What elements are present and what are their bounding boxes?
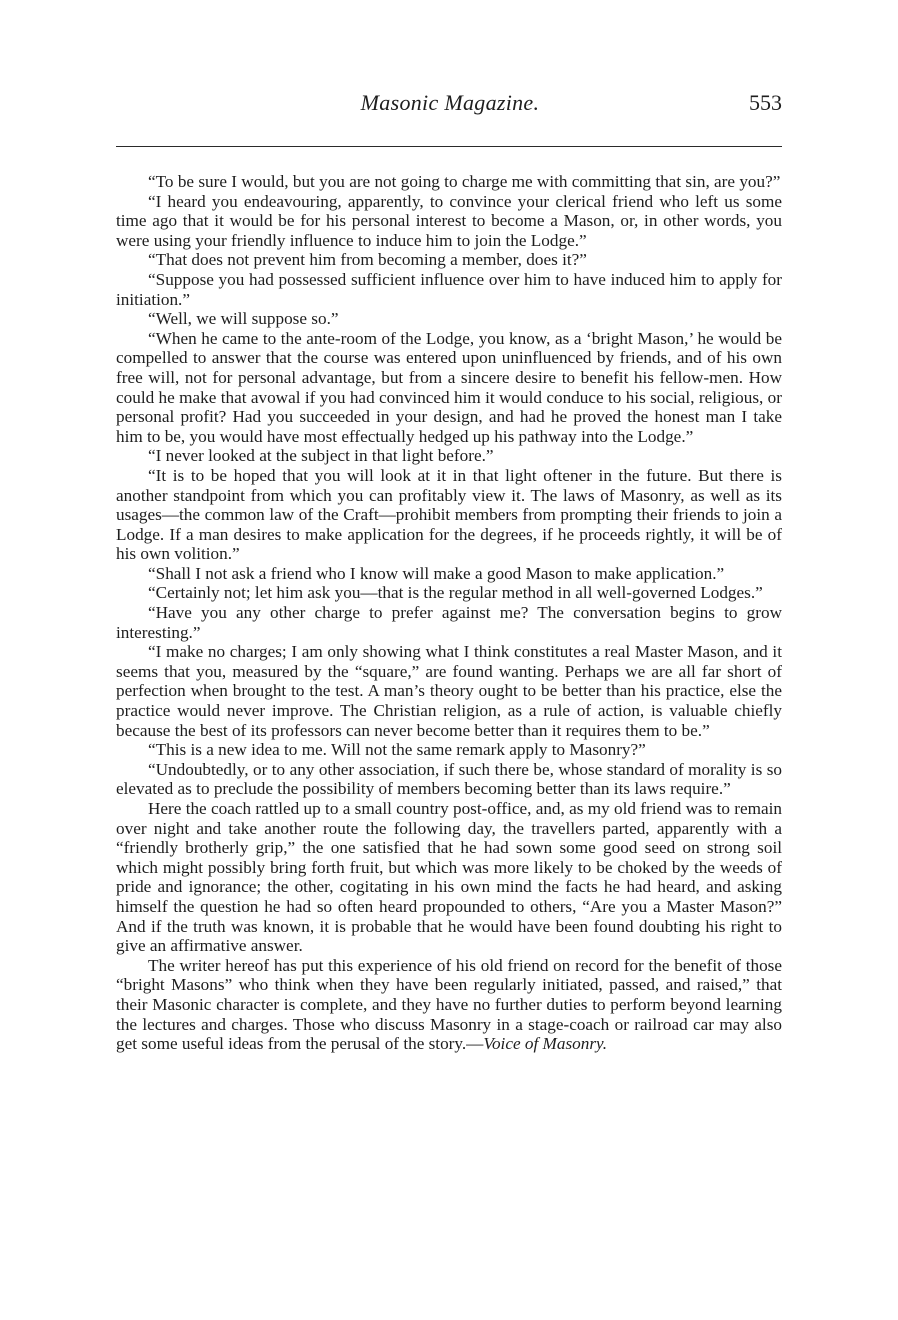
paragraph: “That does not prevent him from becoming a member, does it?” [148,250,587,270]
source-credit: Voice of Masonry. [483,1034,608,1054]
paragraph: “Shall I not ask a friend who I know will make a good Mason to make application.” [148,563,725,583]
paragraph: “This is a new idea to me. Will not the same remark apply to Masonry?” [148,740,646,760]
paragraph: Here the coach rattled up to a small country post-office, and, as my old friend was to remain over night and take another route the following day, the travellers parted, apparently with a “friendly brotherly grip,” the one satisfied that he had sown some good seed on strong soil which might possibly bring forth fruit, but which was more likely to be choked by the weeds of pride and ignorance; the other, cogitating in his own mind the facts he had heard, and asking himself the question he had so often heard propounded to others, “Are you a Master Mason?” And if the truth was known, it is probable that he would have been found doubting his right to give an affirmative answer. [116,799,782,956]
paragraph: “Undoubtedly, or to any other association, if such there be, whose standard of morality is so elevated as to preclude the possibility of members becoming better than its laws require.” [116,759,782,799]
paragraph: “I never looked at the subject in that light before.” [148,446,494,466]
paragraph: “I make no charges; I am only showing what I think constitutes a real Master Mason, and it seems that you, measured by the “square,” are found wanting. Perhaps we are all far short of perfection when brought to the test. A man’s theory ought to be better than his practice, else the practice would never improve. The Christian religion, as a rule of action, is valuable chiefly because the best of its professors can never become better than it requires them to be.” [116,642,782,740]
header-rule [116,146,782,147]
paragraph: “Have you any other charge to prefer against me? The conversation begins to grow interesting.” [116,603,782,642]
final-paragraph [116,956,782,1054]
paragraph: “Well, we will suppose so.” [148,309,339,329]
page-number: 553 [749,90,782,115]
paragraph: “When he came to the ante-room of the Lodge, you know, as a ‘bright Mason,’ he would be compelled to answer that the course was entered upon uninfluenced by friends, and of his own free will, not for personal advantage, but from a sincere desire to benefit his fellow-men. How could he make that avowal if you had convinced him it would conduce to his social, religious, or personal profit? Had you succeeded in your design, and had he proved the honest man I take him to be, you would have most effectually hedged up his pathway into the Lodge.” [116,328,782,446]
paragraph: “It is to be hoped that you will look at it in that light oftener in the future. But there is another standpoint from which you can profitably view it. The laws of Masonry, as well as its usages—the common law of the Craft—prohibit members from prompting their friends to join a Lodge. If a man desires to make application for the degrees, if he proceeds rightly, it will be of his own volition.” [116,465,782,564]
paragraph: “Certainly not; let him ask you—that is the regular method in all well-governed Lodges.” [148,583,763,603]
article-body [116,172,782,1054]
paragraph: “To be sure I would, but you are not going to charge me with committing that sin, are you?” [148,172,781,191]
paragraph: “Suppose you had possessed sufficient influence over him to have induced him to apply for initiation.” [116,269,782,309]
paragraph: “I heard you endeavouring, apparently, to convince your clerical friend who left us some time ago that it would be for his personal interest to become a Mason, or, in other words, you were using your friendly influence to induce him to join the Lodge.” [116,191,782,250]
journal-title: Masonic Magazine. [360,90,540,115]
running-head [116,86,784,126]
paragraph-text: The writer hereof has put this experience of his old friend on record for the benefit of those “bright Masons” who think when they have been regularly initiated, passed, and raised,” that their Masonic character is complete, and they have no further duties to perform beyond learning the lectures and charges. Those who discuss Masonry in a stage-coach or railroad car may also get some useful ideas from the perusal of the story.— [116,955,782,1054]
